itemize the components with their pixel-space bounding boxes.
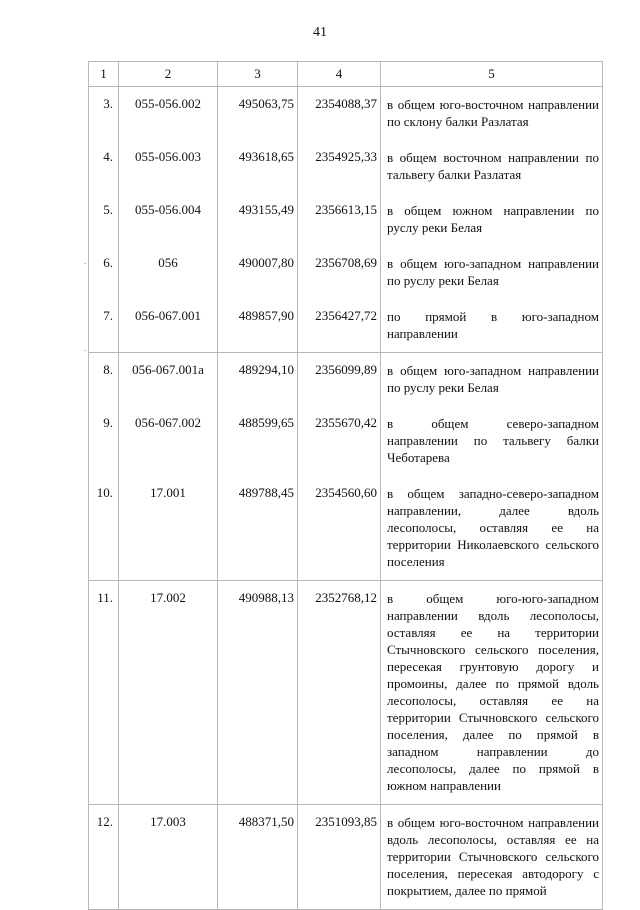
coordinate-y: 2354088,37 — [298, 87, 381, 141]
boundary-description: по прямой в юго-западном направлении — [381, 299, 603, 353]
table-row — [89, 406, 603, 476]
column-header: 1 — [89, 62, 119, 87]
table-row — [89, 476, 603, 581]
row-number: 9. — [89, 406, 119, 476]
point-code: 055-056.002 — [119, 87, 218, 141]
boundary-description: в общем южном направлении по руслу реки Белая — [381, 193, 603, 246]
coordinate-x: 488371,50 — [218, 805, 298, 910]
boundary-description: в общем северо-западном направлении по тальвегу балки Чеботарева — [381, 406, 603, 476]
point-code: 056-067.001а — [119, 353, 218, 407]
boundary-description: в общем юго-восточном направлении вдоль лесополосы, оставляя ее на территории Стычновского сельского поселения, пересекая автодорогу с покрытием, далее по прямой — [381, 805, 603, 910]
margin-mark: . — [84, 256, 87, 266]
table-row — [89, 299, 603, 353]
coordinate-y: 2355670,42 — [298, 406, 381, 476]
boundary-table — [88, 61, 603, 910]
coordinate-y: 2354560,60 — [298, 476, 381, 581]
coordinate-x: 489788,45 — [218, 476, 298, 581]
coordinate-x: 489294,10 — [218, 353, 298, 407]
table-row — [89, 805, 603, 910]
coordinate-x: 495063,75 — [218, 87, 298, 141]
boundary-description: в общем юго-западном направлении по руслу реки Белая — [381, 353, 603, 407]
coordinate-y: 2356708,69 — [298, 246, 381, 299]
coordinate-y: 2354925,33 — [298, 140, 381, 193]
boundary-description: в общем юго-юго-западном направлении вдоль лесополосы, оставляя ее на территории Стычновского сельского поселения, пересекая грунтовую дорогу и промоины, далее по прямой вдоль лесополосы, оставляя ее на территории Стычновского сельского поселения, далее по прямой в западном направлении до лесополосы, далее по прямой в южном направлении — [381, 581, 603, 805]
table-row — [89, 140, 603, 193]
row-number: 5. — [89, 193, 119, 246]
boundary-description: в общем восточном направлении по тальвегу балки Разлатая — [381, 140, 603, 193]
row-number: 12. — [89, 805, 119, 910]
row-number: 10. — [89, 476, 119, 581]
column-header: 4 — [298, 62, 381, 87]
point-code: 055-056.003 — [119, 140, 218, 193]
coordinate-y: 2356427,72 — [298, 299, 381, 353]
coordinate-y: 2356613,15 — [298, 193, 381, 246]
table-header-row — [89, 62, 603, 87]
column-header: 2 — [119, 62, 218, 87]
coordinate-y: 2351093,85 — [298, 805, 381, 910]
row-number: 8. — [89, 353, 119, 407]
table-row — [89, 87, 603, 141]
boundary-description: в общем юго-восточном направлении по склону балки Разлатая — [381, 87, 603, 141]
coordinate-y: 2356099,89 — [298, 353, 381, 407]
table-row — [89, 246, 603, 299]
page-number: 41 — [313, 25, 327, 40]
table-row — [89, 581, 603, 805]
margin-mark: . — [84, 343, 87, 353]
point-code: 17.001 — [119, 476, 218, 581]
table-row — [89, 193, 603, 246]
coordinate-x: 493618,65 — [218, 140, 298, 193]
row-number: 3. — [89, 87, 119, 141]
column-header: 3 — [218, 62, 298, 87]
coordinate-y: 2352768,12 — [298, 581, 381, 805]
point-code: 055-056.004 — [119, 193, 218, 246]
coordinate-x: 490988,13 — [218, 581, 298, 805]
row-number: 7. — [89, 299, 119, 353]
point-code: 056-067.001 — [119, 299, 218, 353]
coordinate-x: 488599,65 — [218, 406, 298, 476]
boundary-description: в общем западно-северо-западном направлении, далее вдоль лесополосы, оставляя ее на территории Николаевского сельского поселения — [381, 476, 603, 581]
coordinate-x: 493155,49 — [218, 193, 298, 246]
boundary-description: в общем юго-западном направлении по руслу реки Белая — [381, 246, 603, 299]
table-row — [89, 353, 603, 407]
point-code: 17.003 — [119, 805, 218, 910]
row-number: 6. — [89, 246, 119, 299]
row-number: 4. — [89, 140, 119, 193]
row-number: 11. — [89, 581, 119, 805]
coordinate-x: 489857,90 — [218, 299, 298, 353]
point-code: 056 — [119, 246, 218, 299]
column-header: 5 — [381, 62, 603, 87]
coordinate-x: 490007,80 — [218, 246, 298, 299]
point-code: 056-067.002 — [119, 406, 218, 476]
point-code: 17.002 — [119, 581, 218, 805]
